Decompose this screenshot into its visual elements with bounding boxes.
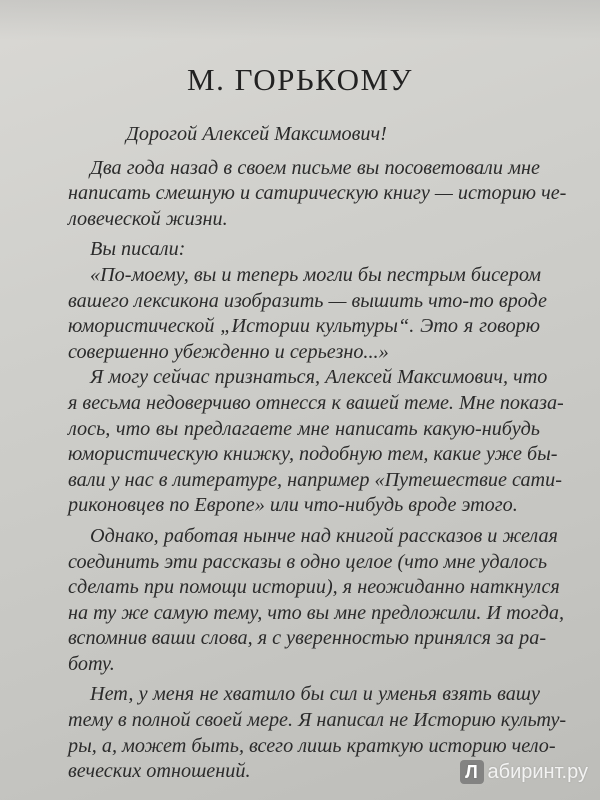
labirint-logo-icon: Л: [460, 760, 484, 784]
watermark-text: абиринт.ру: [487, 760, 588, 783]
text-line: тему в полной своей мере. Я написал не Историю культу-: [68, 709, 567, 732]
text-line: Нет, у меня не хватило бы сил и уменья взять вашу: [90, 683, 540, 706]
text-line: на ту же самую тему, что вы мне предложили. И тогда,: [68, 601, 565, 624]
text-line: юмористическую книжку, подобную тем, какие уже бы-: [68, 443, 558, 466]
text-line: риконовцев по Европе» или что-нибудь вроде этого.: [68, 494, 518, 517]
greeting: Дорогой Алексей Максимович!: [126, 123, 387, 145]
page-bleed-through: [0, 0, 600, 40]
text-line: лось, что вы предлагаете мне написать какую-нибудь: [68, 417, 540, 440]
text-line: ловеческой жизни.: [68, 207, 228, 230]
text-line: ры, а, может быть, всего лишь краткую историю чело-: [68, 734, 556, 757]
text-line: юмористической „Истории культуры“. Это я говорю: [68, 315, 540, 338]
text-line: я весьма недоверчиво отнесся к вашей теме. Мне показа-: [68, 391, 564, 414]
text-line: вспомнив ваши слова, я с уверенностью принялся за ра-: [68, 627, 547, 650]
text-line: веческих отношений.: [68, 760, 251, 783]
chapter-title: М. ГОРЬКОМУ: [187, 62, 413, 97]
text-line: вашего лексикона изобразить — вышить что-то вроде: [68, 289, 547, 312]
text-line: Вы писали:: [90, 238, 186, 261]
text-line: соединить эти рассказы в одно целое (что мне удалось: [68, 550, 548, 573]
text-line: сделать при помощи истории), я неожиданно наткнулся: [68, 576, 560, 599]
text-line: Однако, работая нынче над книгой рассказов и желая: [90, 524, 558, 547]
text-line: вали у нас в литературе, например «Путешествие сати-: [68, 468, 562, 491]
text-line: совершенно убежденно и серьезно...»: [68, 340, 389, 363]
letter-body: [68, 122, 567, 785]
text-line: Я могу сейчас признаться, Алексей Максимович, что: [90, 366, 548, 389]
text-line: боту.: [68, 652, 115, 675]
labirint-watermark: [460, 760, 589, 784]
text-line: Два года назад в своем письме вы посоветовали мне: [90, 156, 540, 179]
text-line: написать смешную и сатирическую книгу — историю че-: [68, 182, 567, 205]
text-line: «По-моему, вы и теперь могли бы пестрым бисером: [90, 263, 542, 286]
